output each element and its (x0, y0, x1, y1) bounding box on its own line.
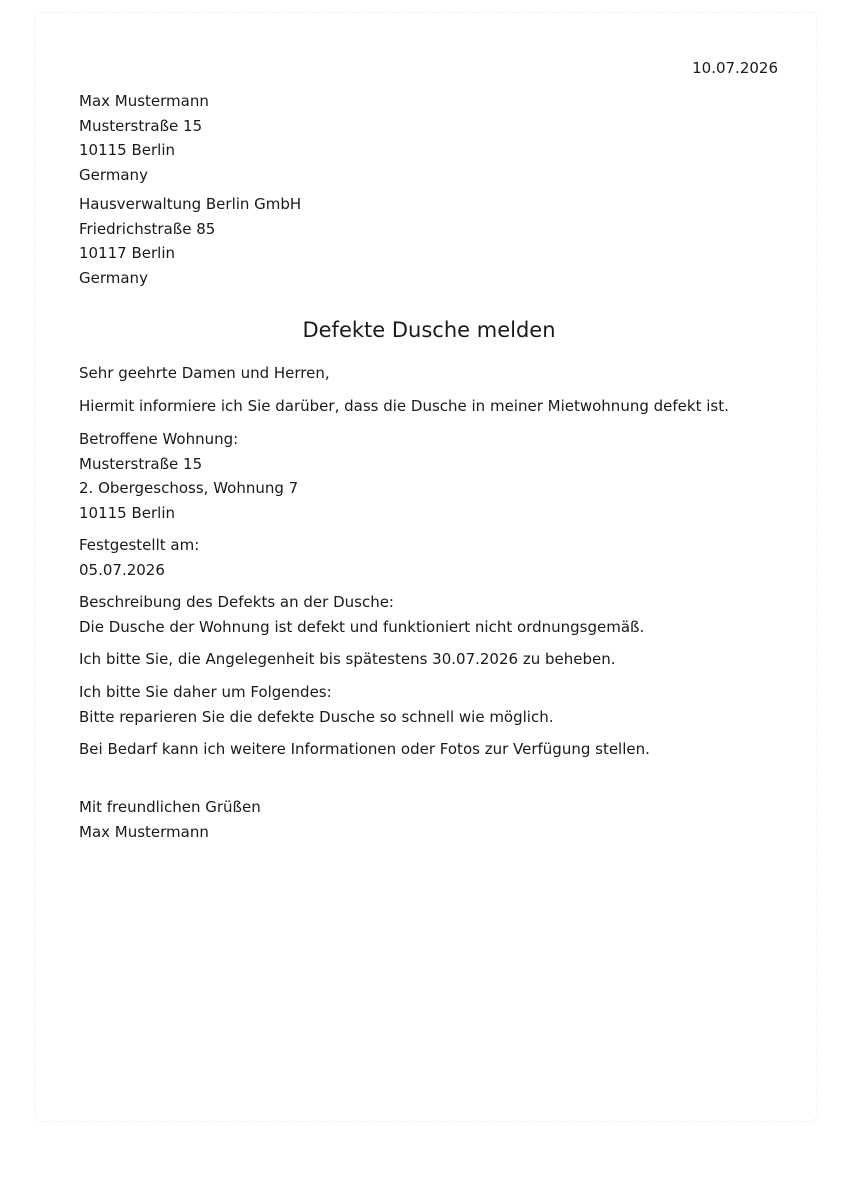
detected-label: Festgestellt am: (79, 536, 200, 554)
recipient-street: Friedrichstraße 85 (79, 219, 216, 238)
request-text: Bitte reparieren Sie die defekte Dusche so schnell wie möglich. (79, 707, 554, 726)
recipient-name: Hausverwaltung Berlin GmbH (79, 195, 302, 213)
closing-section (79, 795, 261, 844)
recipient-address (79, 192, 301, 290)
intro-text: Hiermit informiere ich Sie darüber, dass die Dusche in meiner Mietwohnung defekt ist. (79, 397, 729, 415)
affected-unit: 2. Obergeschoss, Wohnung 7 (79, 479, 299, 497)
signature-name: Max Mustermann (79, 822, 209, 841)
letter-date: 10.07.2026 (692, 59, 778, 77)
sender-name: Max Mustermann (79, 92, 209, 110)
affected-city: 10115 Berlin (79, 503, 176, 522)
affected-street: Musterstraße 15 (79, 454, 203, 473)
description-text: Die Dusche der Wohnung ist defekt und funktioniert nicht ordnungsgemäß. (79, 617, 645, 636)
salutation-text: Sehr geehrte Damen und Herren, (79, 364, 330, 382)
request-section (79, 680, 554, 729)
deadline-text: Ich bitte Sie, die Angelegenheit bis spätestens 30.07.2026 zu beheben. (79, 650, 616, 668)
affected-label: Betroffene Wohnung: (79, 430, 239, 448)
description-section (79, 590, 644, 639)
sender-country: Germany (79, 165, 148, 184)
recipient-city: 10117 Berlin (79, 244, 176, 262)
description-label: Beschreibung des Defekts an der Dusche: (79, 593, 394, 611)
salutation (79, 361, 330, 386)
deadline-paragraph (79, 647, 616, 672)
closing-text: Mit freundlichen Grüßen (79, 798, 261, 816)
recipient-country: Germany (79, 268, 148, 287)
sender-address (79, 89, 209, 187)
detected-section (79, 533, 199, 582)
intro-paragraph (79, 394, 729, 419)
request-label: Ich bitte Sie daher um Folgendes: (79, 683, 332, 701)
letter-subject: Defekte Dusche melden (302, 318, 556, 342)
detected-date: 05.07.2026 (79, 560, 165, 579)
sender-street: Musterstraße 15 (79, 116, 203, 135)
offer-paragraph (79, 737, 650, 762)
offer-text: Bei Bedarf kann ich weitere Informationen oder Fotos zur Verfügung stellen. (79, 740, 650, 758)
sender-city: 10115 Berlin (79, 141, 176, 159)
affected-apartment (79, 427, 298, 525)
